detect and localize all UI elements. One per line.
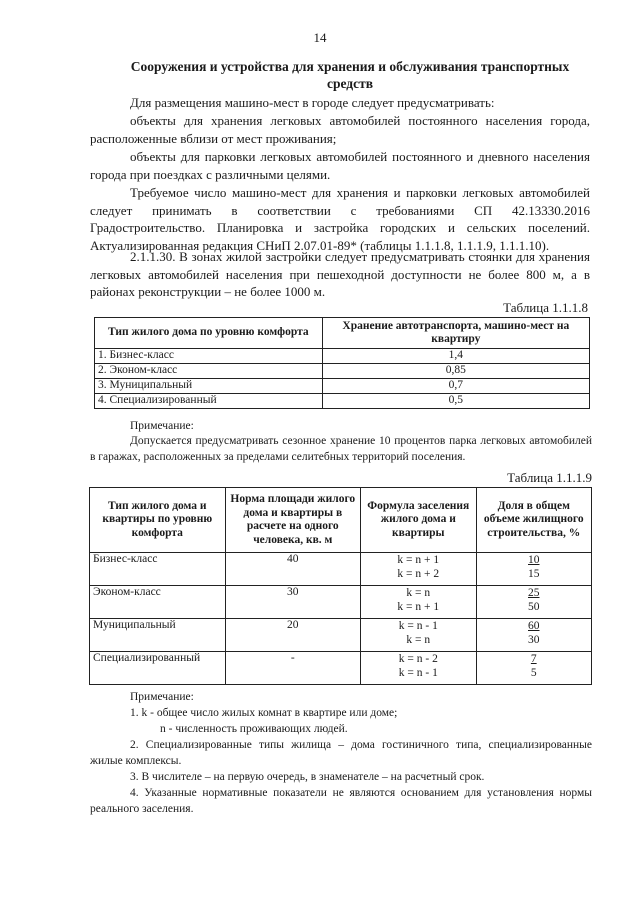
table1-cell-value: 0,7: [322, 379, 589, 394]
table-row: [95, 349, 590, 364]
table2-cell-norm: 20: [225, 619, 361, 652]
table2-cell-share: [476, 553, 591, 586]
table2-cell-formula: [361, 619, 476, 652]
formula-numerator: k = n + 1: [397, 554, 440, 566]
note2-item-1b: n - численность проживающих людей.: [160, 723, 348, 735]
table1-header-storage: Хранение автотранспорта, машино-мест на квартиру: [322, 318, 589, 349]
table-row: [90, 553, 592, 586]
note1-label: Примечание:: [130, 420, 194, 432]
table2-cell-share: [476, 586, 591, 619]
table2-header-formula: Формула заселения жилого дома и квартиры: [361, 488, 476, 553]
share-numerator: 10: [528, 554, 540, 566]
table1-header-type: Тип жилого дома по уровню комфорта: [95, 318, 323, 349]
table2-header-share: Доля в общем объеме жилищного строительства, %: [476, 488, 591, 553]
table2-cell-formula: [361, 652, 476, 685]
formula-numerator: k = n - 1: [398, 620, 438, 632]
share-numerator: 25: [528, 587, 540, 599]
formula-numerator: k = n - 2: [398, 653, 438, 665]
table-row: [90, 619, 592, 652]
share-denominator: 30: [528, 634, 540, 646]
page-number: 14: [313, 30, 327, 45]
share-denominator: 15: [528, 568, 540, 580]
share-numerator: 60: [528, 620, 540, 632]
table2-cell-type: Эконом-класс: [90, 586, 226, 619]
table2-cell-type: Муниципальный: [90, 619, 226, 652]
paragraph-storage-objects: объекты для хранения легковых автомобилей постоянного населения города, расположенные вблизи от мест проживания;: [90, 113, 590, 146]
table2-cell-norm: -: [225, 652, 361, 685]
table2-cell-share: [476, 619, 591, 652]
table1-cell-value: 0,85: [322, 364, 589, 379]
note2-item-1: 1. k - общее число жилых комнат в квартире или доме;: [130, 707, 398, 719]
table1-cell-type: 3. Муниципальный: [95, 379, 323, 394]
note2-item-3: 3. В числителе – на первую очередь, в знаменателе – на расчетный срок.: [130, 771, 485, 783]
table2-cell-share: [476, 652, 591, 685]
table2-caption: Таблица 1.1.1.9: [507, 470, 592, 485]
table2-header-norm: Норма площади жилого дома и квартиры в расчете на одного человека, кв. м: [225, 488, 361, 553]
paragraph-requirements: Требуемое число машино-мест для хранения и парковки легковых автомобилей следует принимать в соответствии с требованиями СП 42.13330.2016 Градостроительство. Планировка и застройка городских и сельских поселений. Актуализированная редакция СНиП 2.07.01-89* (таблицы 1.1.1.8, 1.1.1.9, 1.1.1.10).: [90, 185, 590, 253]
table2-header-type: Тип жилого дома и квартиры по уровню комфорта: [90, 488, 226, 553]
note1-text: Допускается предусматривать сезонное хранение 10 процентов парка легковых автомобилей в гаражах, расположенных за пределами селитебных территорий поселения.: [90, 435, 592, 463]
table-row: [95, 394, 590, 409]
note2-item-2: 2. Специализированные типы жилища – дома гостиничного типа, специализированные жилые комплексы.: [90, 739, 592, 767]
paragraph-parking-objects: объекты для парковки легковых автомобилей постоянного и дневного населения города при поездках с различными целями.: [90, 149, 590, 182]
table-row: [95, 364, 590, 379]
formula-numerator: k = n: [406, 587, 431, 599]
table2-cell-formula: [361, 586, 476, 619]
table-1-1-1-8: [94, 317, 590, 409]
table-header-row: [95, 318, 590, 349]
table-row: [90, 586, 592, 619]
table1-cell-value: 0,5: [322, 394, 589, 409]
table2-cell-type: Специализированный: [90, 652, 226, 685]
table1-cell-type: 4. Специализированный: [95, 394, 323, 409]
paragraph-intro: Для размещения машино-мест в городе следует предусматривать:: [130, 95, 495, 110]
share-denominator: 5: [530, 667, 537, 679]
table-header-row: [90, 488, 592, 553]
table2-cell-norm: 40: [225, 553, 361, 586]
table-row: [90, 652, 592, 685]
share-numerator: 7: [530, 653, 537, 665]
formula-denominator: k = n: [406, 634, 431, 646]
table2-cell-formula: [361, 553, 476, 586]
table-1-1-1-9: [89, 487, 592, 685]
formula-denominator: k = n + 2: [397, 568, 440, 580]
table2-cell-type: Бизнес-класс: [90, 553, 226, 586]
share-denominator: 50: [528, 601, 540, 613]
table2-cell-norm: 30: [225, 586, 361, 619]
section-title: Сооружения и устройства для хранения и обслуживания транспортных средств: [130, 59, 570, 91]
formula-denominator: k = n + 1: [397, 601, 440, 613]
formula-denominator: k = n - 1: [398, 667, 438, 679]
table1-cell-type: 1. Бизнес-класс: [95, 349, 323, 364]
table1-cell-type: 2. Эконом-класс: [95, 364, 323, 379]
note2-label: Примечание:: [130, 691, 194, 703]
note2-item-4: 4. Указанные нормативные показатели не являются основанием для установления нормы реального заселения.: [90, 787, 592, 815]
table1-caption: Таблица 1.1.1.8: [503, 300, 588, 315]
paragraph-2-1-1-30: 2.1.1.30. В зонах жилой застройки следует предусматривать стоянки для хранения легковых автомобилей населения при пешеходной доступности не более 800 м, а в районах реконструкции – не более 1000 м.: [90, 249, 590, 299]
table-row: [95, 379, 590, 394]
table1-cell-value: 1,4: [322, 349, 589, 364]
